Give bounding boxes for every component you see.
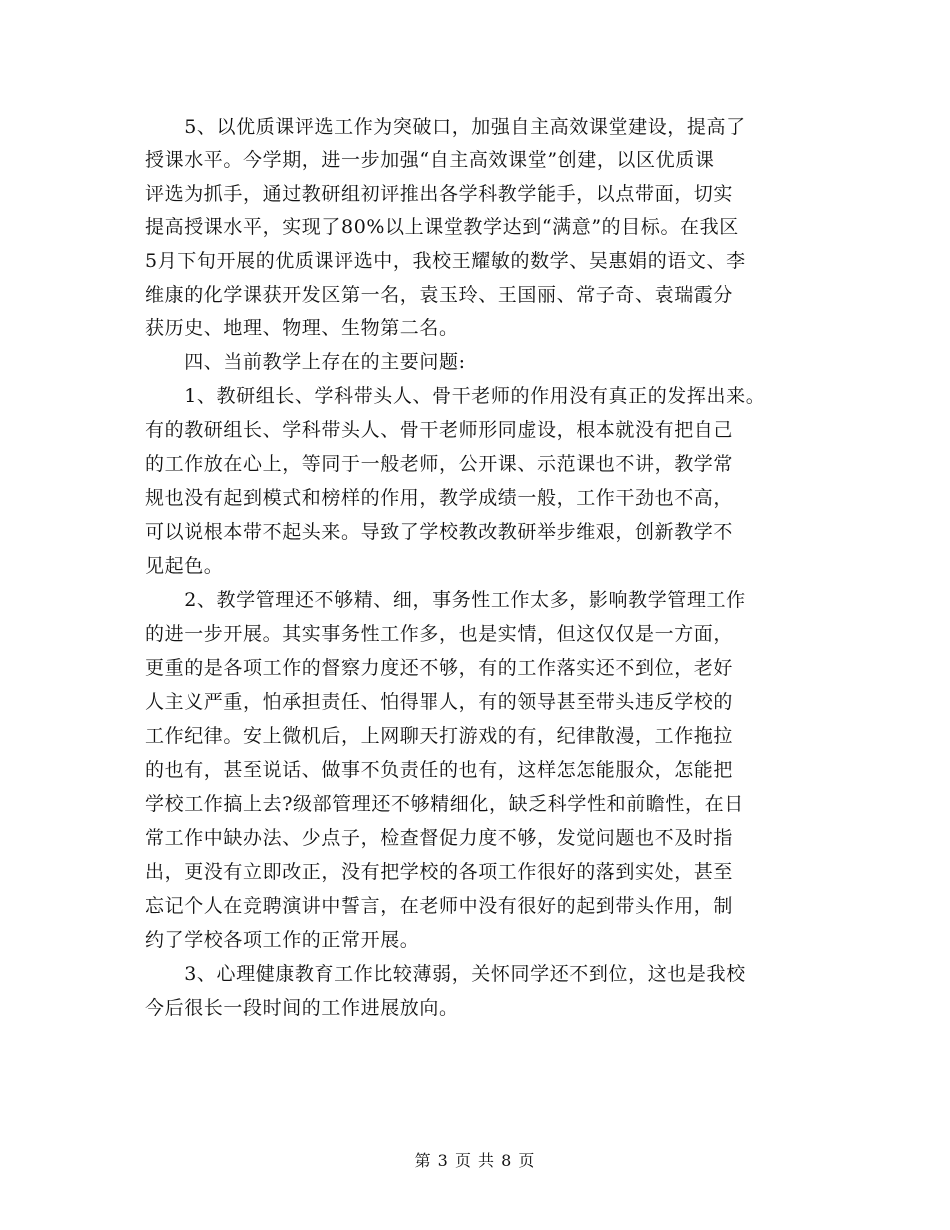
text-line: 常工作中缺办法、少点子，检查督促力度不够，发觉问题也不及时指 <box>145 827 734 849</box>
text-line: 学校工作搞上去?级部管理还不够精细化，缺乏科学性和前瞻性，在日 <box>145 793 744 815</box>
text-line: 见起色。 <box>145 555 224 577</box>
text-line: 的进一步开展。其实事务性工作多，也是实情，但这仅仅是一方面， <box>145 623 734 645</box>
page-number-footer: 第 3 页 共 8 页 <box>414 1151 536 1170</box>
text-line: 工作纪律。安上微机后，上网聊天打游戏的有，纪律散漫，工作拖拉 <box>145 725 734 747</box>
text-line: 评选为抓手，通过教研组初评推出各学科教学能手，以点带面，切实 <box>145 183 734 205</box>
text-line: 规也没有起到模式和榜样的作用，教学成绩一般，工作干劲也不高， <box>145 487 734 509</box>
text-line: 5、以优质课评选工作为突破口，加强自主高效课堂建设，提高了 <box>145 116 746 138</box>
text-line: 的工作放在心上，等同于一般老师，公开课、示范课也不讲，教学常 <box>145 453 734 475</box>
text-line: 2、教学管理还不够精、细，事务性工作太多，影响教学管理工作 <box>145 589 746 611</box>
text-line: 出，更没有立即改正，没有把学校的各项工作很好的落到实处，甚至 <box>145 861 734 883</box>
text-line: 3、心理健康教育工作比较薄弱，关怀同学还不到位，这也是我校 <box>145 963 746 985</box>
text-line: 约了学校各项工作的正常开展。 <box>145 929 420 951</box>
text-line: 维康的化学课获开发区第一名，袁玉玲、王国丽、常子奇、袁瑞霞分 <box>145 284 734 306</box>
text-line: 人主义严重，怕承担责任、怕得罪人，有的领导甚至带头违反学校的 <box>145 691 734 713</box>
text-line: 授课水平。今学期，进一步加强“自主高效课堂”创建，以区优质课 <box>145 149 715 171</box>
text-line: 提高授课水平，实现了80%以上课堂教学达到“满意”的目标。在我区 <box>145 216 739 238</box>
text-line: 获历史、地理、物理、生物第二名。 <box>145 317 459 339</box>
text-line: 1、教研组长、学科带头人、骨干老师的作用没有真正的发挥出来。 <box>145 385 766 407</box>
text-line: 5月下旬开展的优质课评选中，我校王耀敏的数学、吴惠娟的语文、李 <box>145 250 746 272</box>
text-line: 更重的是各项工作的督察力度还不够，有的工作落实还不到位，老好 <box>145 657 734 679</box>
text-line: 可以说根本带不起头来。导致了学校教改教研举步维艰，创新教学不 <box>145 521 734 543</box>
text-line: 忘记个人在竞聘演讲中誓言，在老师中没有很好的起到带头作用，制 <box>145 895 734 917</box>
section-heading: 四、当前教学上存在的主要问题: <box>145 351 466 373</box>
text-line: 有的教研组长、学科带头人、骨干老师形同虚设，根本就没有把自己 <box>145 419 734 441</box>
text-line: 今后很长一段时间的工作进展放向。 <box>145 997 459 1019</box>
text-line: 的也有，甚至说话、做事不负责任的也有，这样怎怎能服众，怎能把 <box>145 759 734 781</box>
